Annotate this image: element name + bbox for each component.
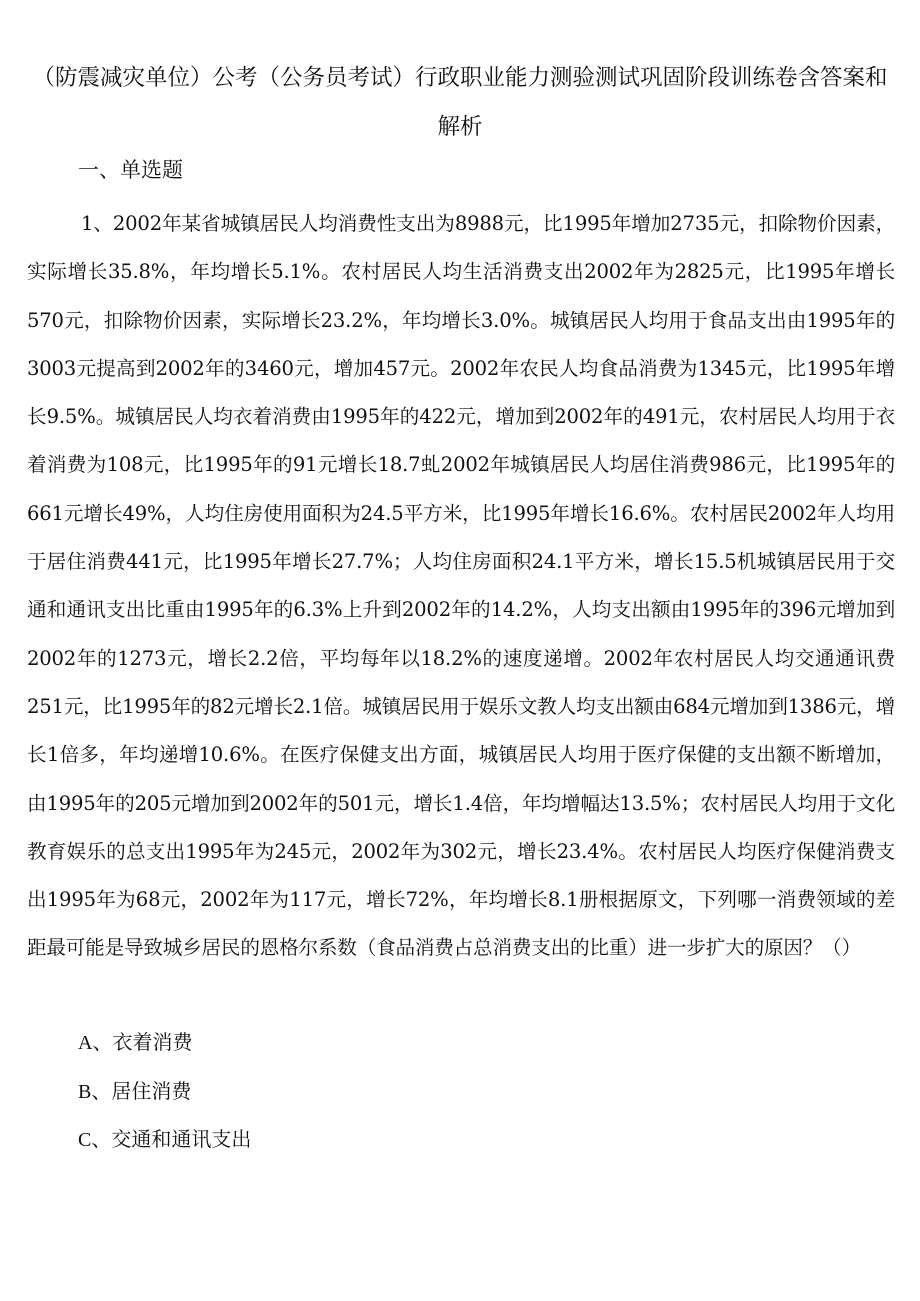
option-text: 衣着消费 bbox=[112, 1030, 193, 1054]
option-text: 交通和通讯支出 bbox=[111, 1127, 252, 1151]
answer-options bbox=[78, 1018, 251, 1164]
question-stem: 1、2002年某省城镇居民人均消费性支出为8988元，比1995年增加2735元，扣除物价因素，实际增长35.8%，年均增长5.1%。农村居民人均生活消费支出2002年为2825元，比1995年增长570元，扣除物价因素，实际增长23.2%，年均增长3.0%。城镇居民人均用于食品支出由1995年的3003元提高到2002年的3460元，增加457元。2002年农民人均食品消费为1345元，比1995年增长9.5%。城镇居民人均衣着消费由1995年的422元，增加到2002年的491元，农村居民人均用于衣着消费为108元，比1995年的91元增长18.7虬2002年城镇居民人均居住消费986元，比1995年的661元增长49%，人均住房使用面积为24.5平方米，比1995年增长16.6%。农村居民2002年人均用于居住消费441元，比1995年增长27.7%；人均住房面积24.1平方米，增长15.5机城镇居民用于交通和通讯支出比重由1995年的6.3%上升到2002年的14.2%，人均支出额由1995年的396元增加到2002年的1273元，增长2.2倍，平均每年以18.2%的速度递增。2002年农村居民人均交通通讯费251元，比1995年的82元增长2.1倍。城镇居民用于娱乐文教人均支出额由684元增加到1386元，增长1倍多，年均递增10.6%。在医疗保健支出方面，城镇居民人均用于医疗保健的支出额不断增加，由1995年的205元增加到2002年的501元，增长1.4倍，年均增幅达13.5%；农村居民人均用于文化教育娱乐的总支出1995年为245元，2002年为302元，增长23.4%。农村居民人均医疗保健消费支出1995年为68元，2002年为117元，增长72%，年均增长8.1册根据原文，下列哪一消费领域的差距最可能是导致城乡居民的恩格尔系数（食品消费占总消费支出的比重）进一步扩大的原因？（） bbox=[27, 212, 895, 960]
option-b[interactable] bbox=[78, 1067, 251, 1116]
option-letter: C bbox=[78, 1129, 92, 1151]
option-text: 居住消费 bbox=[111, 1078, 192, 1103]
option-a[interactable] bbox=[78, 1018, 251, 1067]
option-c[interactable] bbox=[78, 1115, 251, 1164]
option-separator: 、 bbox=[91, 1078, 112, 1103]
section-heading: 一、单选题 bbox=[78, 158, 183, 182]
option-letter: B bbox=[78, 1080, 92, 1103]
option-letter: A bbox=[78, 1032, 93, 1054]
option-separator: 、 bbox=[91, 1127, 112, 1151]
document-title: （防震减灾单位）公考（公务员考试）行政职业能力测验测试巩固阶段训练卷含答案和解析 bbox=[32, 65, 888, 140]
option-separator: 、 bbox=[92, 1030, 113, 1054]
